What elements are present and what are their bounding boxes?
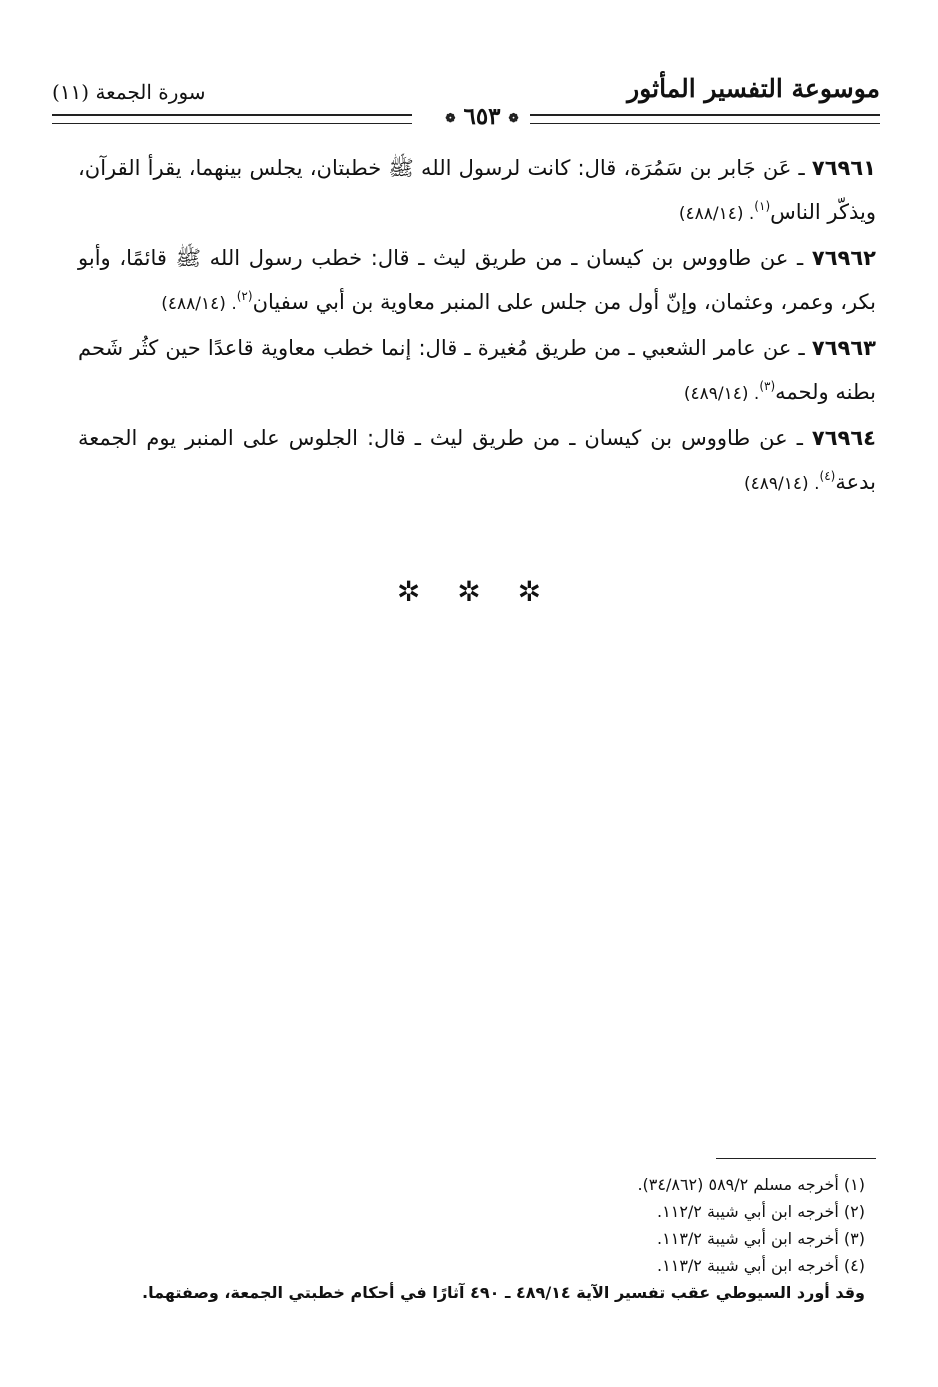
star-ornament-icon: ✲: [517, 575, 542, 608]
closing-note: وقد أورد السيوطي عقب تفسير الآية ٤٨٩/١٤ ـ ٤٩٠ آثارًا في أحكام خطبتي الجمعة، وصفتهما.: [142, 1283, 865, 1302]
footnote-item: (١) أخرجه مسلم ٥٨٩/٢ (٣٤/٨٦٢).: [637, 1175, 865, 1194]
source-reference: . (٤٨٩/١٤): [744, 474, 820, 494]
footnote-marker: (٣): [759, 379, 776, 393]
page-number: ٦٥٣: [463, 103, 501, 130]
narration-text: ـ عن عامر الشعبي ـ من طريق مُغيرة ـ قال: إنما خطب معاوية قاعدًا حين كثُر شَحم بطنه ولحمه: [78, 336, 876, 404]
surah-title: سورة الجمعة (١١): [52, 80, 206, 104]
star-ornament-icon: ✲: [457, 575, 481, 608]
narration-entry: [78, 236, 876, 326]
narration-entry: [78, 326, 876, 416]
section-separator: [0, 575, 938, 608]
narration-text: ـ عَن جَابر بن سَمُرَة، قال: كانت لرسول الله ﷺ خطبتان، يجلس بينهما، يقرأ القرآن، ويذكّر الناس: [78, 156, 876, 224]
footnote-marker: (٤): [819, 469, 836, 483]
source-reference: . (٤٨٨/١٤): [678, 204, 755, 224]
header-rule-right: [530, 114, 880, 124]
ornament-icon: ❁: [445, 111, 456, 125]
page-number-block: [436, 103, 528, 130]
header-rule-left: [52, 114, 412, 124]
footnotes: [120, 1171, 865, 1306]
narration-text: ـ عن طاووس بن كيسان ـ من طريق ليث ـ قال: الجلوس على المنبر يوم الجمعة بدعة: [78, 426, 876, 494]
narration-number: ٧٦٩٦٢: [811, 246, 876, 270]
footnote-item: (٢) أخرجه ابن أبي شيبة ١١٢/٢.: [657, 1202, 865, 1221]
source-reference: . (٤٨٨/١٤): [161, 294, 237, 314]
narration-entry: [78, 146, 876, 236]
ornament-icon: ❁: [508, 111, 519, 125]
footnote-marker: (١): [754, 199, 771, 213]
narration-number: ٧٦٩٦٤: [811, 426, 876, 450]
star-ornament-icon: ✲: [396, 575, 421, 608]
footnote-item: (٤) أخرجه ابن أبي شيبة ١١٣/٢.: [657, 1256, 865, 1275]
source-reference: . (٤٨٩/١٤): [683, 384, 760, 404]
narration-number: ٧٦٩٦١: [811, 156, 876, 180]
narration-number: ٧٦٩٦٣: [811, 336, 876, 360]
narration-entry: [78, 416, 876, 506]
footnote-item: (٣) أخرجه ابن أبي شيبة ١١٣/٢.: [657, 1229, 865, 1248]
page-header: [52, 70, 880, 132]
footnote-rule: [716, 1158, 876, 1159]
book-title: موسوعة التفسير المأثور: [627, 74, 880, 103]
narration-text: ـ عن طاووس بن كيسان ـ من طريق ليث ـ قال: خطب رسول الله ﷺ قائمًا، وأبو بكر، وعمر، وعثمان، وإنّ أول من جلس على المنبر معاوية بن أبي سفيان: [78, 246, 876, 314]
narration-list: [78, 146, 876, 506]
footnote-marker: (٢): [236, 289, 253, 303]
